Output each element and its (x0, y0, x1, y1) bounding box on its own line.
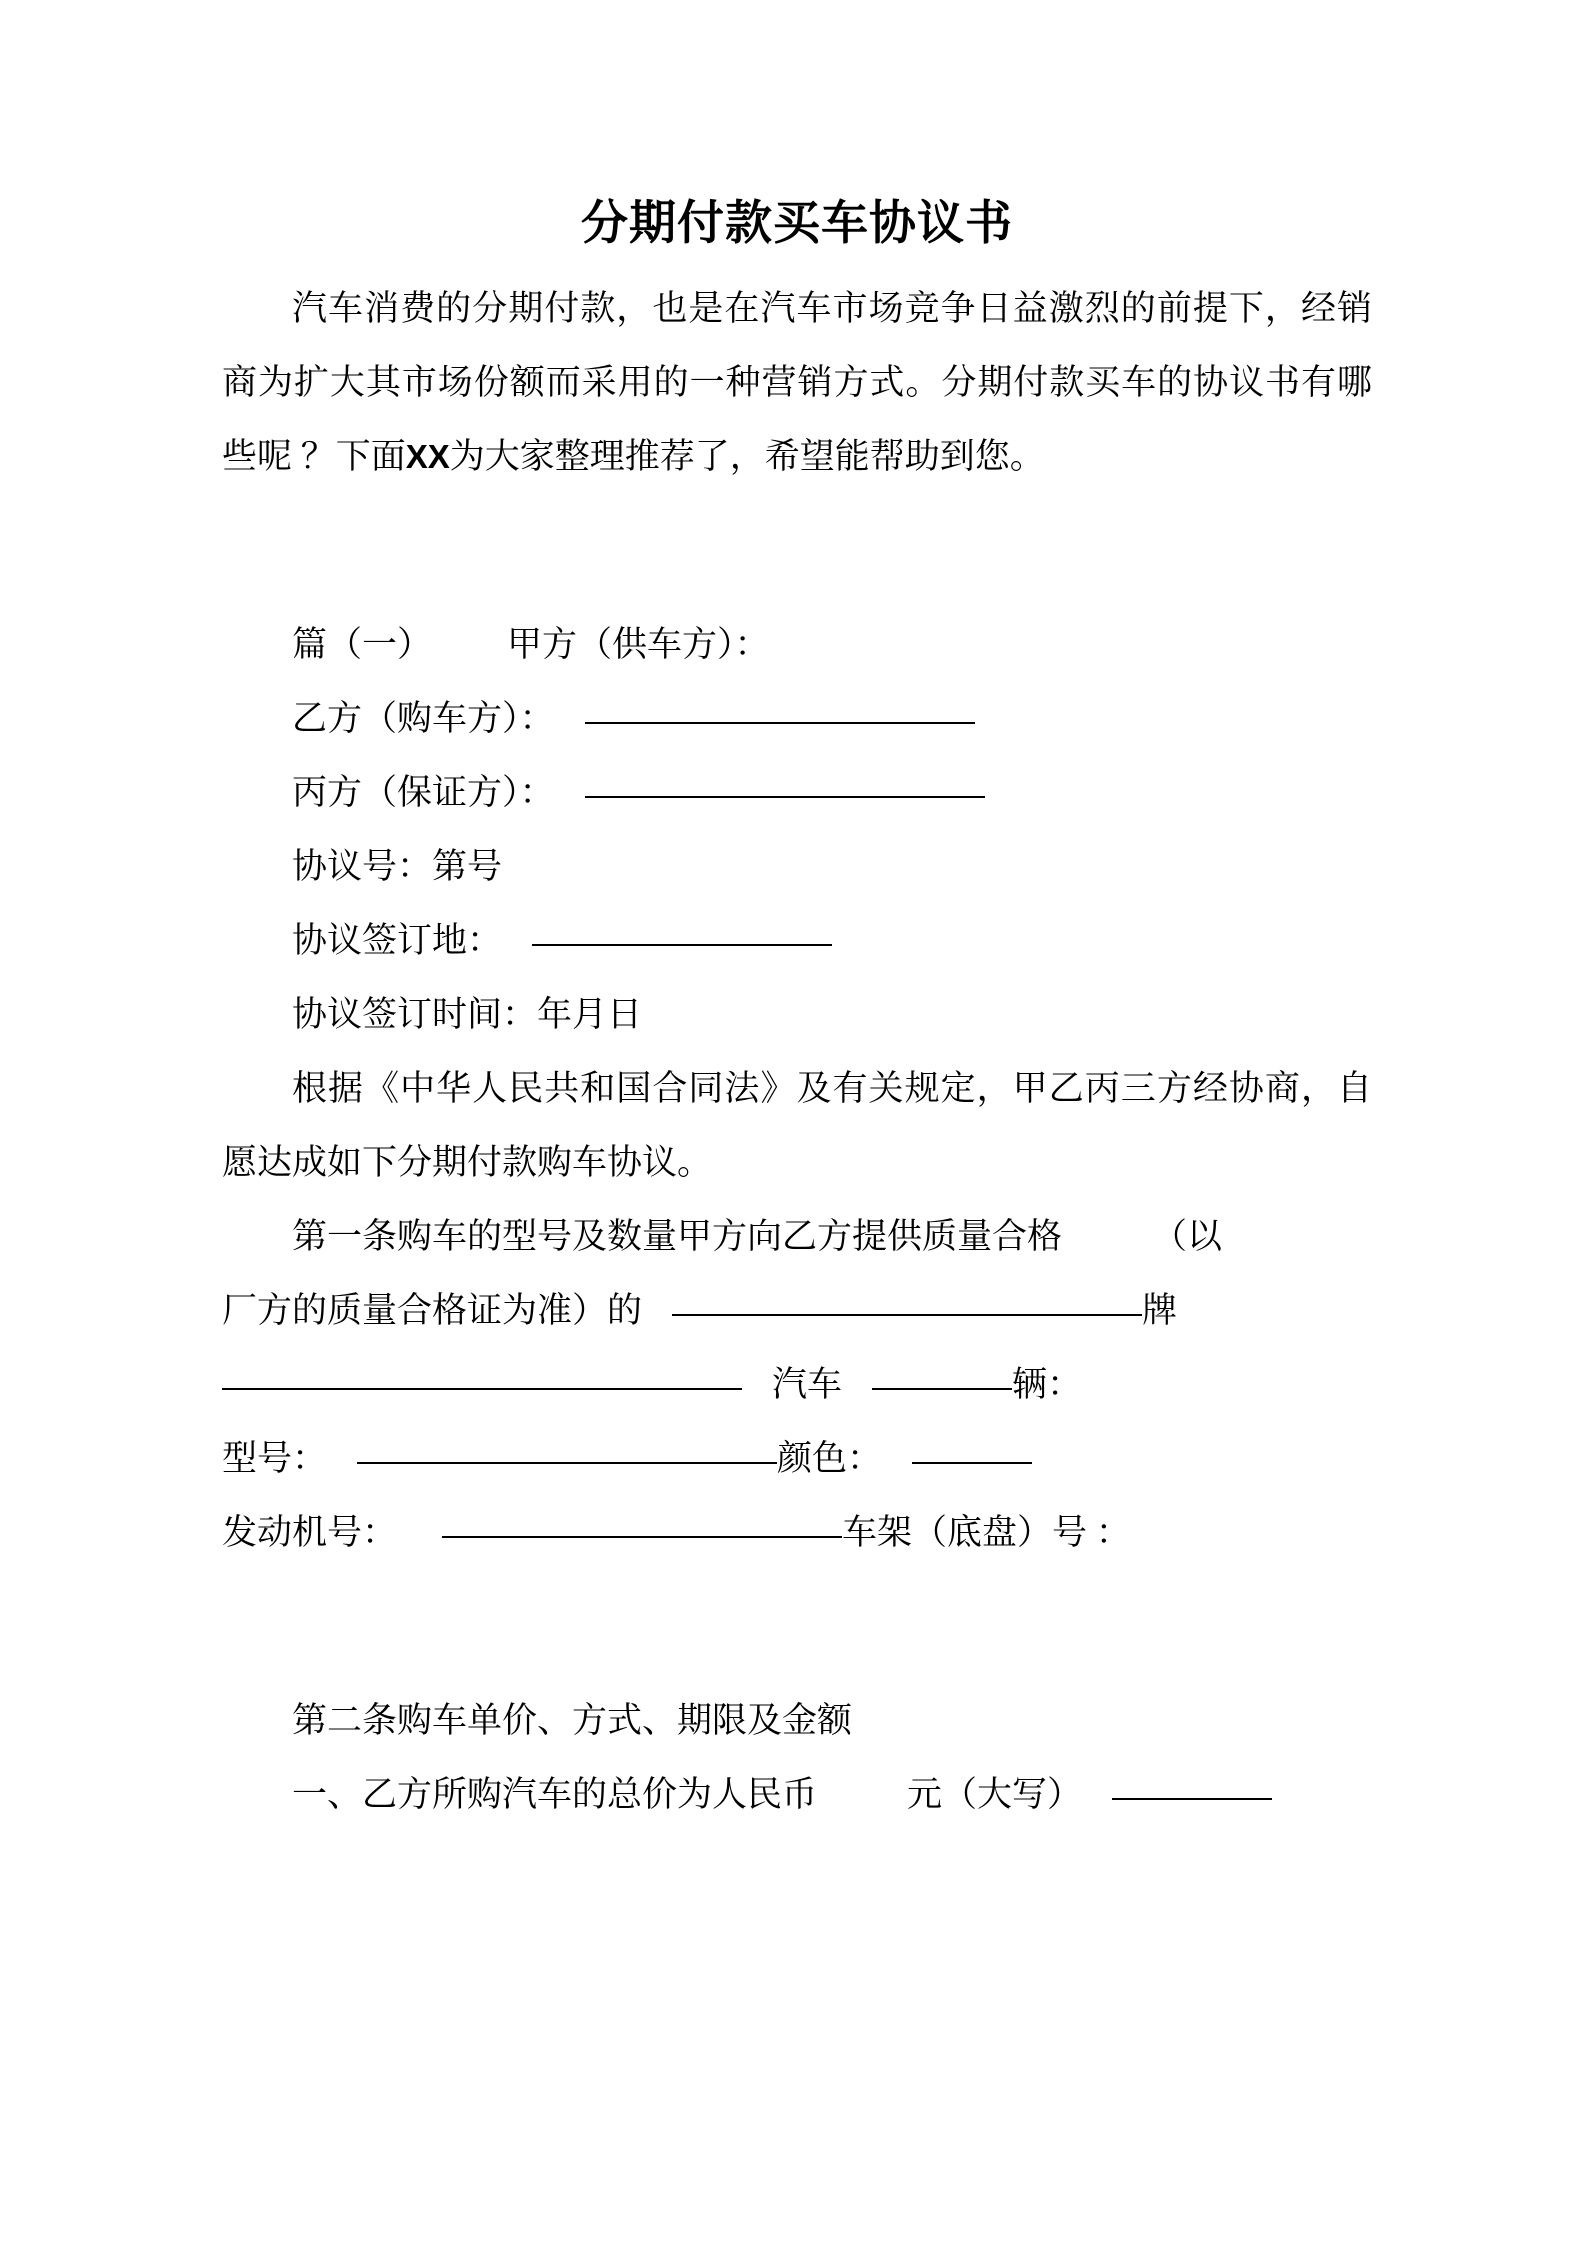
item-one-unit: 元（大写） (907, 1775, 1083, 1815)
intro-paragraph (222, 272, 1372, 494)
intro-paragraph-text: 汽车消费的分期付款，也是在汽车市场竞争日益激烈的前提下，经销商为扩大其市场份额而采用的一种营销方式。分期付款买车的协议书有哪些呢 ？下面 (222, 289, 1372, 477)
quantity-fill-rule[interactable] (872, 1387, 1012, 1390)
sign-place-fill-rule[interactable] (532, 943, 832, 946)
article-one-brand-line (222, 1274, 1372, 1348)
section-party-a-line (222, 608, 1372, 682)
party-b-line (222, 682, 1372, 756)
brand-fill-rule[interactable] (672, 1313, 1142, 1316)
article-one-paren-open-head: （以 (1152, 1217, 1223, 1257)
sign-place-label: 协议签订地： (292, 921, 503, 961)
spacer (222, 1644, 1372, 1684)
spacer (222, 568, 1372, 608)
party-b-label: 乙方（购车方）： (292, 699, 555, 739)
party-a-label: 甲方（供车方）： (507, 625, 770, 665)
party-c-line (222, 756, 1372, 830)
color-label: 颜色： (777, 1439, 883, 1479)
item-one-prefix: 一、乙方所购汽车的总价为人民币 (292, 1775, 818, 1815)
agreement-number-line: 协议号：第号 (292, 847, 503, 887)
article-one-paren-body: 厂方的质量合格证为准）的 (222, 1291, 643, 1331)
page-title: 分期付款买车协议书 (581, 198, 1013, 250)
sign-place-line (222, 904, 1372, 978)
brand-suffix: 牌 (1142, 1291, 1178, 1331)
engine-fill-rule[interactable] (442, 1535, 842, 1538)
unit-word: 辆： (1012, 1365, 1083, 1405)
chassis-label: 车架（底盘）号 ： (842, 1513, 1131, 1553)
party-c-label: 丙方（保证方）： (292, 773, 555, 813)
article-two-item-one (222, 1758, 1372, 1832)
document-body (222, 0, 1372, 1832)
article-one-lead: 第一条购车的型号及数量甲方向乙方提供质量合格 (292, 1217, 1063, 1257)
amount-fill-rule[interactable] (1112, 1797, 1272, 1800)
model-label: 型号： (222, 1439, 328, 1479)
spacer (222, 1570, 1372, 1644)
model-color-line (222, 1422, 1372, 1496)
sign-time-line: 协议签订时间：年月日 (292, 995, 643, 1035)
engine-no-label: 发动机号： (222, 1513, 398, 1553)
spacer (222, 494, 1372, 568)
article-one-lead-line (222, 1200, 1372, 1274)
model-fill-rule[interactable] (357, 1461, 777, 1464)
color-fill-rule[interactable] (912, 1461, 1032, 1464)
party-b-fill-rule[interactable] (585, 721, 975, 724)
engine-chassis-line (222, 1496, 1372, 1570)
section-label: 篇（一） (292, 625, 433, 665)
legal-basis-paragraph: 根据《中华人民共和国合同法》及有关规定，甲乙丙三方经协商，自愿达成如下分期付款购车协议。 (222, 1069, 1372, 1183)
article-one-quantity-line (222, 1348, 1372, 1422)
article-two-heading: 第二条购车单价、方式、期限及金额 (292, 1701, 853, 1741)
car-word: 汽车 (772, 1365, 843, 1405)
car-name-fill-rule[interactable] (222, 1387, 742, 1390)
intro-paragraph-emphasis: XX (405, 438, 450, 476)
party-c-fill-rule[interactable] (585, 795, 985, 798)
intro-paragraph-tail: 为大家整理推荐了，希望能帮助到您。 (449, 437, 1045, 477)
